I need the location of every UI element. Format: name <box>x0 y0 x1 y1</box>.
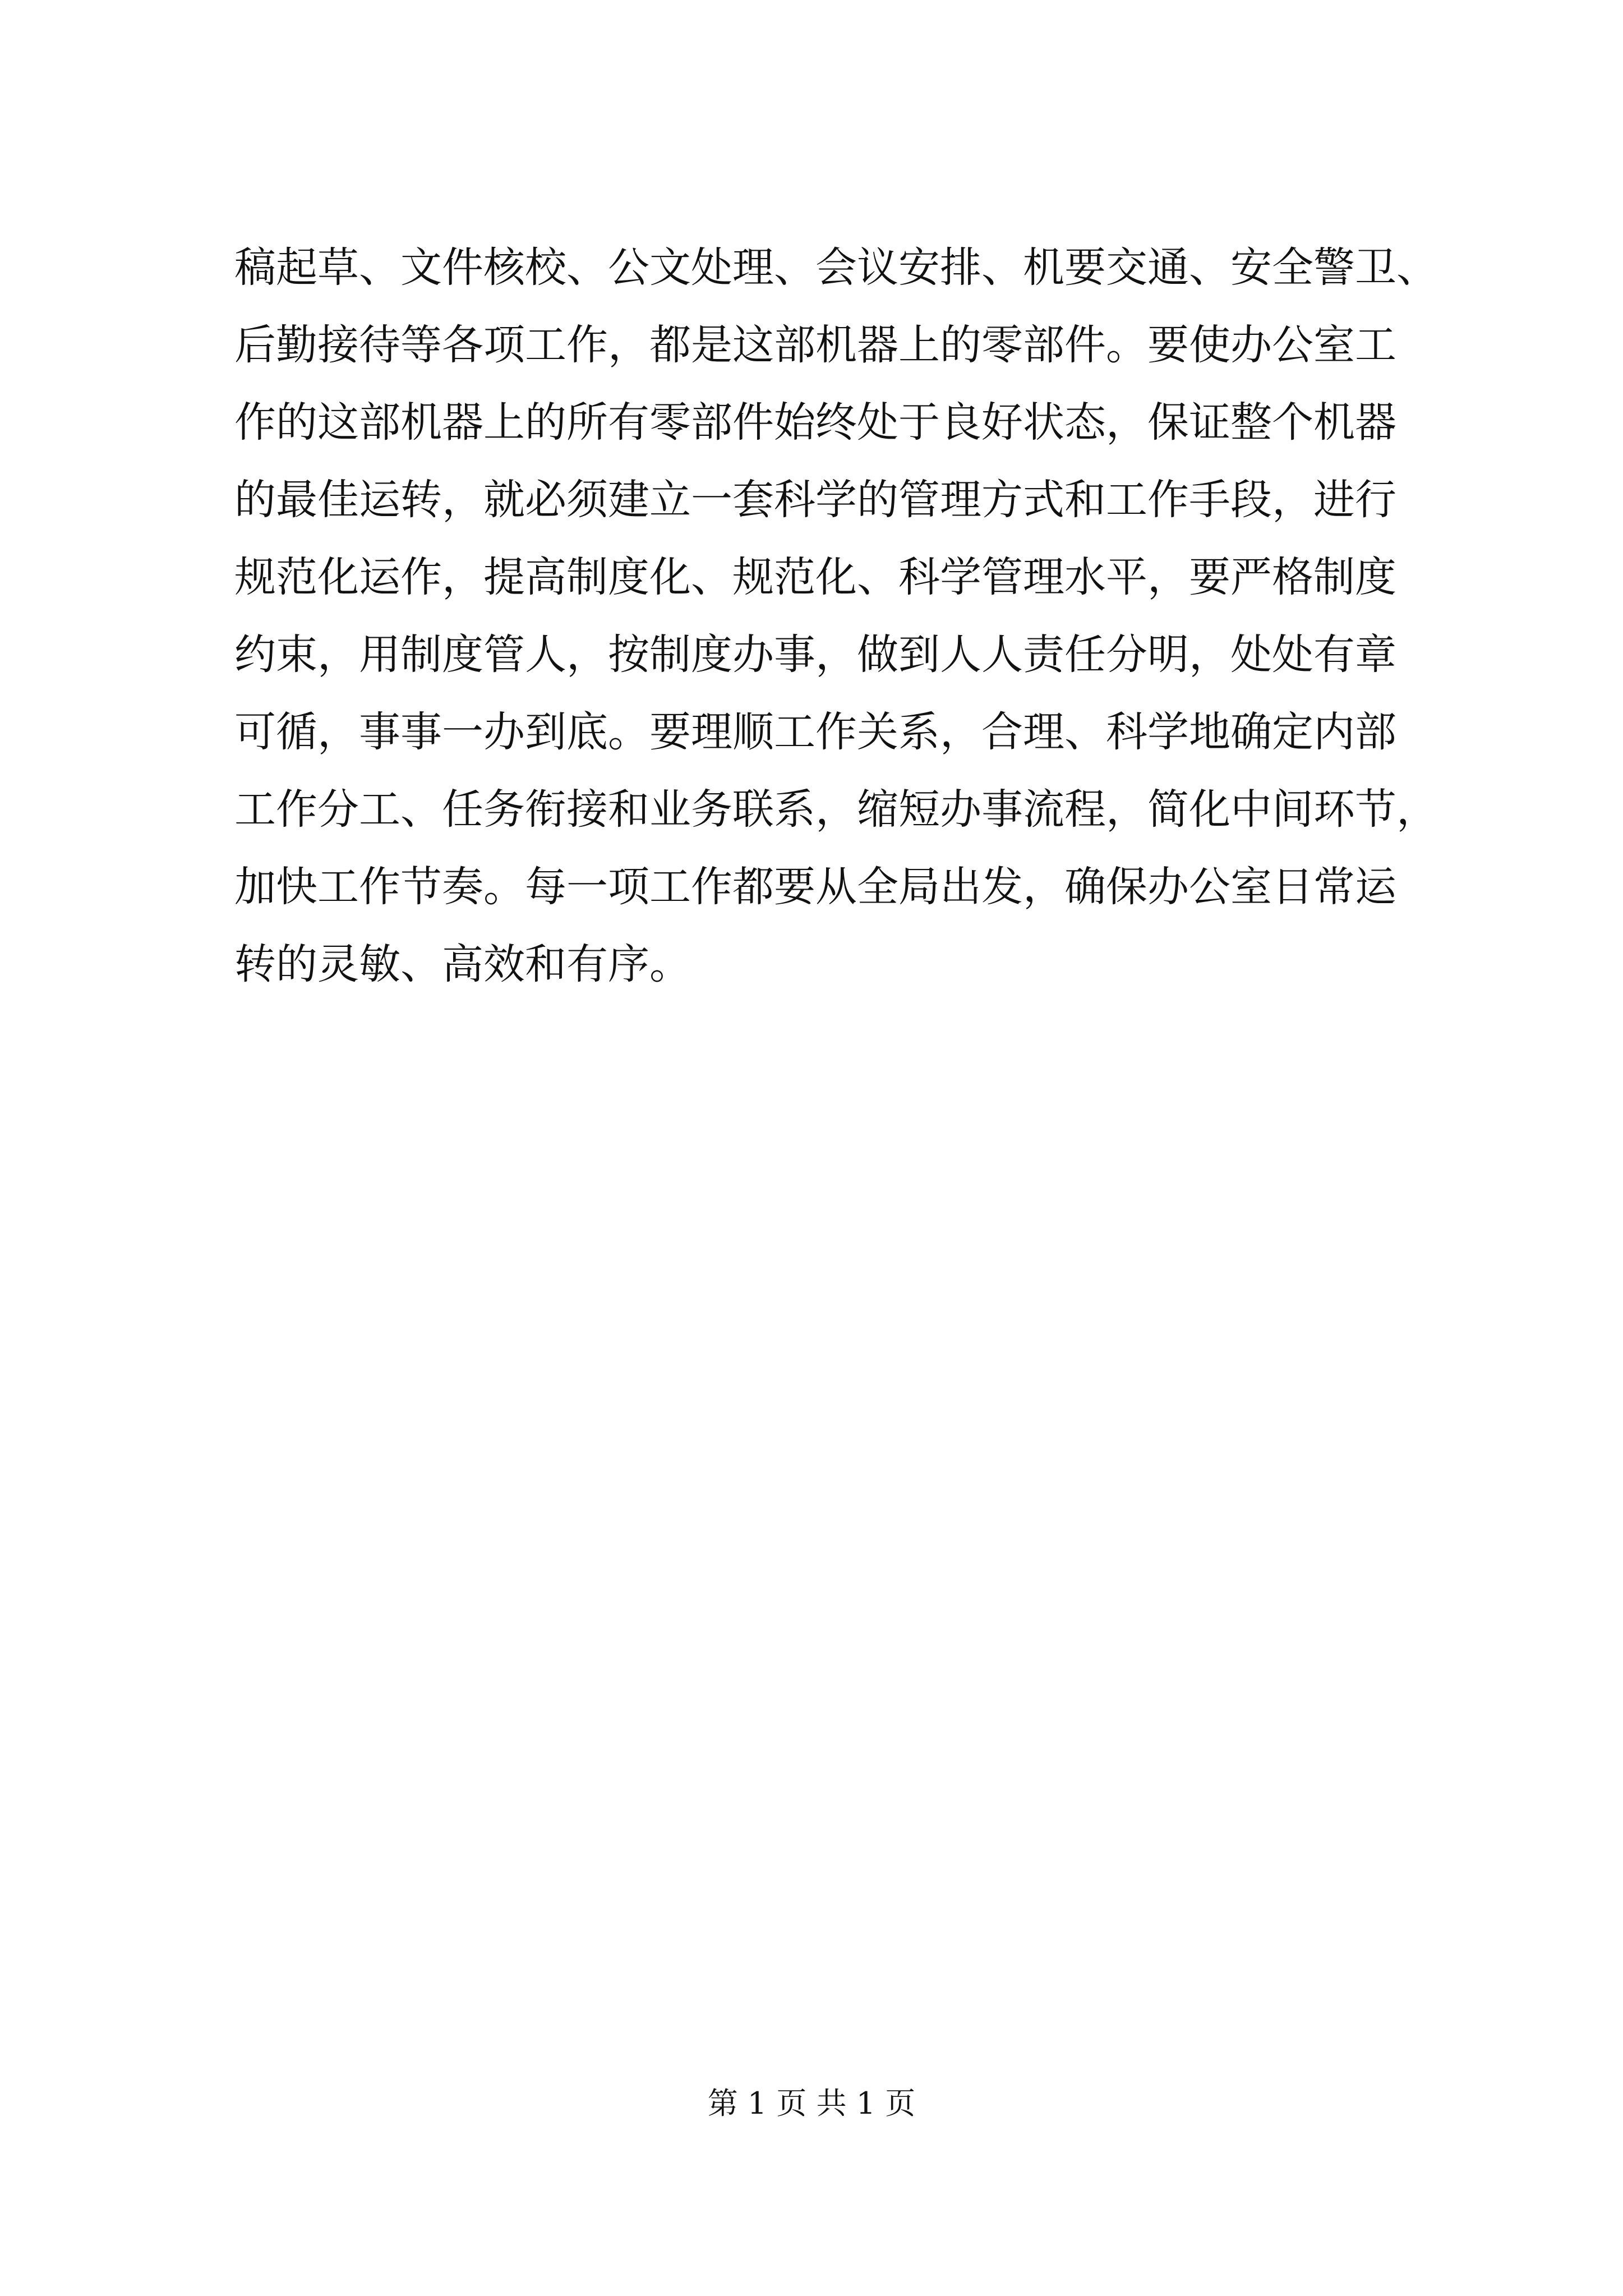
paragraph-line: 加快工作节奏。每一项工作都要从全局出发，确保办公室日常运 <box>234 863 1396 911</box>
paragraph-line: 工作分工、任务衔接和业务联系，缩短办事流程，简化中间环节， <box>234 785 1438 834</box>
paragraph-line: 的最佳运转，就必须建立一套科学的管理方式和工作手段，进行 <box>234 476 1396 524</box>
paragraph-line: 稿起草、文件核校、公文处理、会议安排、机要交通、安全警卫、 <box>234 243 1438 292</box>
body-paragraph <box>234 229 1438 1003</box>
page-number-footer: 第 1 页 共 1 页 <box>707 2086 916 2121</box>
paragraph-line: 可循，事事一办到底。要理顺工作关系，合理、科学地确定内部 <box>234 708 1396 756</box>
paragraph-line: 作的这部机器上的所有零部件始终处于良好状态，保证整个机器 <box>234 398 1396 447</box>
paragraph-line: 后勤接待等各项工作，都是这部机器上的零部件。要使办公室工 <box>234 321 1396 369</box>
paragraph-line: 转的灵敏、高效和有序。 <box>234 940 691 988</box>
paragraph-line: 约束，用制度管人，按制度办事，做到人人责任分明，处处有章 <box>234 631 1396 679</box>
paragraph-line: 规范化运作，提高制度化、规范化、科学管理水平，要严格制度 <box>234 553 1396 601</box>
